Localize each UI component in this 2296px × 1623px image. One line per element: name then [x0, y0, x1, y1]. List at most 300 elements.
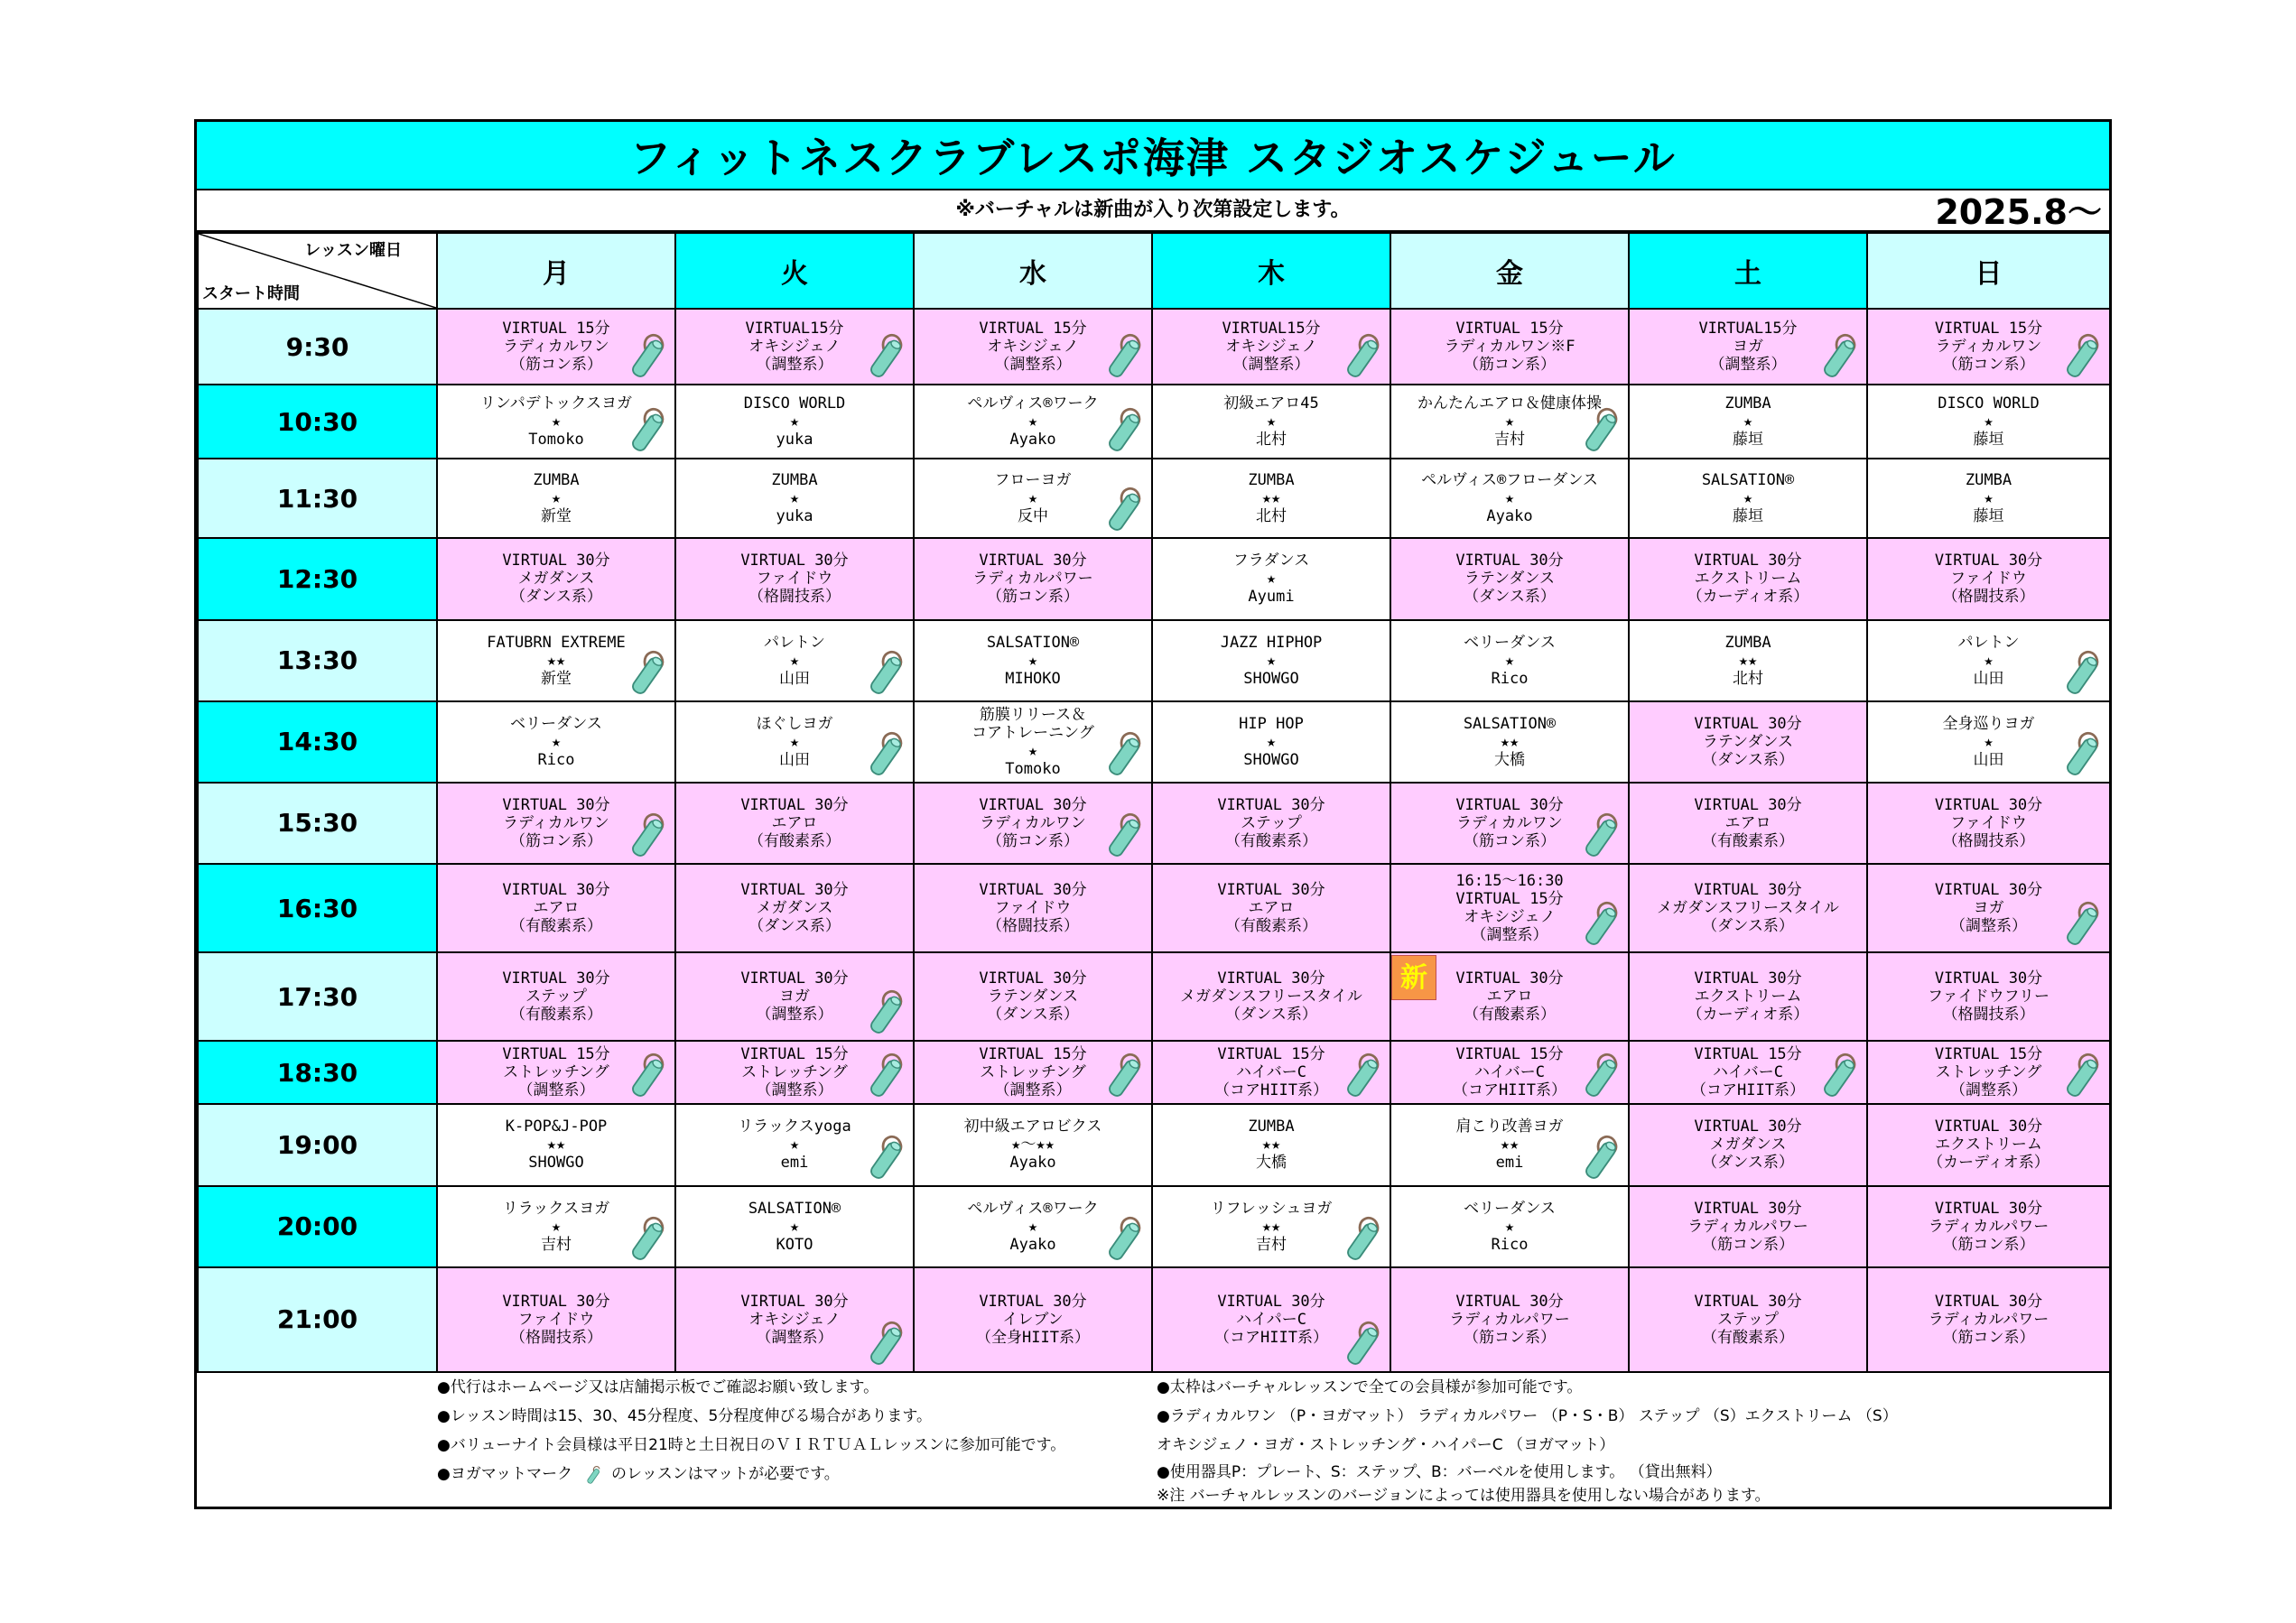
lesson-line: ラディカルワン	[503, 813, 609, 832]
lesson-line-primary: VIRTUAL 30分	[1694, 552, 1802, 570]
footer-note-mat-lessons: オキシジェノ・ヨガ・ストレッチング・ハイパーC （ヨガマット）	[1157, 1436, 1615, 1454]
lesson-line: （コアHIIT系）	[1214, 1081, 1328, 1100]
lesson-cell-sun	[1867, 1041, 2110, 1104]
lesson-line-primary: パレトン	[1957, 633, 2020, 652]
lesson-line-primary: ベリーダンス	[1464, 633, 1556, 652]
lesson-line: 北村	[1733, 669, 1763, 688]
lesson-cell-thu	[1152, 620, 1390, 701]
lesson-cell-mon	[437, 783, 675, 864]
lesson-line-primary: SALSATION®	[1701, 471, 1795, 490]
lesson-line-primary: VIRTUAL 30分	[1934, 1199, 2043, 1218]
yoga-mat-icon	[2055, 329, 2105, 380]
lesson-line: emi	[1495, 1154, 1524, 1173]
yoga-mat-icon	[1097, 728, 1148, 778]
lesson-line: SHOWGO	[1243, 669, 1299, 688]
lesson-line: Tomoko	[528, 431, 584, 450]
lesson-cell-mon	[437, 385, 675, 459]
lesson-line: ファイドウ	[1950, 813, 2027, 832]
lesson-cell-mon	[437, 864, 675, 952]
lesson-line-primary: HIP HOP	[1239, 714, 1304, 733]
lesson-line: SHOWGO	[1243, 750, 1299, 769]
lesson-line: （筋コン系）	[510, 831, 602, 850]
lesson-line: ハイパーC	[1236, 1310, 1306, 1329]
lesson-line: ストレッチング	[503, 1063, 609, 1082]
lesson-line-primary: JAZZ HIPHOP	[1220, 633, 1323, 652]
lesson-line-primary: VIRTUAL15分	[1698, 320, 1798, 339]
schedule-row	[198, 309, 2110, 385]
lesson-cell-tue	[675, 701, 914, 783]
lesson-line: ラディカルワン	[1935, 338, 2042, 357]
yoga-mat-icon	[859, 986, 909, 1036]
lesson-line: Ayako	[1009, 1235, 1056, 1254]
lesson-line: 藤垣	[1973, 431, 2004, 450]
lesson-line: ★	[1266, 651, 1277, 670]
yoga-mat-icon	[1097, 1049, 1148, 1099]
lesson-line-primary: 16:15～16:30	[1455, 872, 1564, 891]
lesson-cell-sat	[1629, 952, 1867, 1041]
lesson-line-primary: VIRTUAL 15分	[502, 320, 610, 339]
lesson-cell-sat	[1629, 1267, 1867, 1372]
lesson-line: ★	[789, 1217, 800, 1236]
lesson-cell-sat	[1629, 538, 1867, 619]
lesson-line-primary: VIRTUAL 30分	[1694, 714, 1802, 733]
lesson-line-primary: VIRTUAL 30分	[1934, 1118, 2043, 1136]
lesson-line-primary: VIRTUAL 15分	[1455, 1045, 1564, 1064]
lesson-line-primary: リンパデトックスヨガ	[479, 394, 633, 413]
lesson-line: （格闘技系）	[987, 917, 1079, 936]
lesson-line-primary: VIRTUAL 30分	[979, 969, 1087, 988]
lesson-line-primary: VIRTUAL 15分	[1694, 1045, 1802, 1064]
lesson-cell-sat	[1629, 1186, 1867, 1267]
lesson-line: （格闘技系）	[1942, 588, 2035, 607]
lesson-line: ラテンダンス	[1702, 732, 1794, 751]
lesson-cell-fri	[1390, 783, 1629, 864]
lesson-line: 山田	[1973, 750, 2004, 769]
lesson-line: エアロ	[1486, 988, 1533, 1006]
lesson-cell-fri	[1390, 620, 1629, 701]
schedule-row	[198, 1186, 2110, 1267]
lesson-cell-sat	[1629, 459, 1867, 538]
schedule-row	[198, 538, 2110, 619]
lesson-cell-thu	[1152, 385, 1390, 459]
lesson-cell-tue	[675, 1104, 914, 1185]
lesson-line-primary: リラックスヨガ	[502, 1199, 610, 1218]
lesson-line: ★	[1984, 651, 1994, 670]
yoga-mat-icon	[1574, 1131, 1624, 1182]
lesson-line-primary: 初級エアロ45	[1223, 394, 1319, 413]
yoga-mat-icon	[1812, 329, 1863, 380]
lesson-line-primary: フラダンス	[1232, 552, 1310, 570]
lesson-line-primary: ベリーダンス	[510, 714, 602, 733]
lesson-cell-sun	[1867, 538, 2110, 619]
lesson-cell-tue	[675, 309, 914, 385]
lesson-line: （有酸素系）	[1702, 831, 1794, 850]
lesson-cell-fri	[1390, 1267, 1629, 1372]
lesson-line: ★	[789, 413, 800, 431]
lesson-cell-mon	[437, 1267, 675, 1372]
yoga-mat-icon	[620, 329, 671, 380]
schedule-row	[198, 783, 2110, 864]
lesson-line: ★	[1743, 413, 1753, 431]
lesson-line-primary: VIRTUAL 30分	[1934, 881, 2043, 900]
lesson-line-primary: VIRTUAL 30分	[1934, 552, 2043, 570]
lesson-line: Ayako	[1009, 431, 1056, 450]
lesson-cell-mon	[437, 701, 675, 783]
lesson-cell-mon	[437, 459, 675, 538]
yoga-mat-icon	[1097, 329, 1148, 380]
lesson-line: ★	[1266, 732, 1277, 751]
lesson-line: （カーディオ系）	[1687, 588, 1809, 607]
lesson-cell-sat	[1629, 1104, 1867, 1185]
lesson-line: ラディカルワン	[1456, 813, 1563, 832]
lesson-line-primary: VIRTUAL 15分	[1934, 1045, 2043, 1064]
yoga-mat-icon	[859, 1131, 909, 1182]
lesson-line: ★	[1027, 651, 1038, 670]
lesson-line: （有酸素系）	[748, 831, 841, 850]
lesson-line: （有酸素系）	[510, 1006, 602, 1025]
lesson-line-primary: VIRTUAL 30分	[1934, 795, 2043, 814]
lesson-line: メガダンス	[756, 899, 833, 918]
lesson-line: 吉村	[1256, 1235, 1287, 1254]
lesson-line: MIHOKO	[1005, 669, 1061, 688]
lesson-line-primary: VIRTUAL 30分	[1694, 1118, 1802, 1136]
lesson-line: （筋コン系）	[1942, 1235, 2035, 1254]
lesson-line: ★★	[1500, 732, 1520, 751]
lesson-cell-mon	[437, 309, 675, 385]
lesson-line: ★	[1504, 489, 1515, 508]
lesson-line: SHOWGO	[528, 1154, 584, 1173]
schedule-table	[197, 232, 2111, 1373]
corner-time-label: スタート時間	[202, 284, 300, 303]
lesson-line: ヨガ	[779, 988, 810, 1006]
day-header-row	[198, 233, 2110, 309]
lesson-line: （有酸素系）	[1702, 1328, 1794, 1347]
lesson-line-primary: DISCO WORLD	[1938, 394, 2040, 413]
lesson-line-primary: VIRTUAL 15分	[502, 1045, 610, 1064]
lesson-line-primary: VIRTUAL 30分	[1694, 1199, 1802, 1218]
lesson-line: ラディカルパワー	[1928, 1217, 2050, 1236]
lesson-cell-thu	[1152, 538, 1390, 619]
lesson-line: yuka	[776, 431, 813, 450]
lesson-line-primary: リラックスyoga	[738, 1118, 851, 1136]
lesson-line: （筋コン系）	[987, 831, 1079, 850]
lesson-line: オキシジェノ	[748, 1310, 841, 1329]
lesson-line: （筋コン系）	[987, 588, 1079, 607]
lesson-cell-sun	[1867, 952, 2110, 1041]
lesson-line: 新堂	[541, 669, 572, 688]
yoga-mat-icon	[2055, 1049, 2105, 1099]
yoga-mat-icon	[620, 403, 671, 454]
schedule-row	[198, 952, 2110, 1041]
yoga-mat-icon	[1812, 1049, 1863, 1099]
lesson-line-primary: ZUMBA	[1724, 394, 1771, 413]
lesson-line-primary: VIRTUAL 30分	[502, 1292, 610, 1311]
lesson-line: （コアHIIT系）	[1214, 1328, 1328, 1347]
lesson-line: ★	[789, 651, 800, 670]
lesson-line: ステップ	[1241, 813, 1302, 832]
yoga-mat-icon	[1335, 329, 1386, 380]
time-slot: 17:30	[198, 952, 437, 1041]
lesson-line-primary: VIRTUAL 15分	[1217, 1045, 1325, 1064]
lesson-line: ラディカルワン	[980, 813, 1086, 832]
schedule-body	[198, 309, 2110, 1372]
yoga-mat-icon	[1574, 809, 1624, 859]
lesson-line: イレブン	[1002, 1310, 1064, 1329]
lesson-line-primary: VIRTUAL 15分	[740, 1045, 849, 1064]
lesson-line-primary: VIRTUAL 15分	[1934, 320, 2043, 339]
corner-cell	[198, 233, 437, 309]
lesson-line: ファイドウ	[1950, 570, 2027, 589]
lesson-line: （ダンス系）	[510, 588, 602, 607]
lesson-line: （カーディオ系）	[1687, 1006, 1809, 1025]
lesson-line: ハイバーC	[1474, 1063, 1545, 1082]
lesson-line: ★★	[546, 1136, 566, 1155]
lesson-line-primary: VIRTUAL 30分	[502, 795, 610, 814]
lesson-cell-fri	[1390, 701, 1629, 783]
lesson-line: （調整系）	[994, 356, 1072, 375]
lesson-cell-fri	[1390, 1186, 1629, 1267]
lesson-line-primary: VIRTUAL 30分	[740, 969, 849, 988]
lesson-cell-wed	[914, 864, 1152, 952]
schedule-row	[198, 1267, 2110, 1372]
lesson-line: （筋コン系）	[1464, 1328, 1556, 1347]
yoga-mat-icon	[1097, 403, 1148, 454]
lesson-cell-fri	[1390, 385, 1629, 459]
lesson-line: 新堂	[541, 507, 572, 526]
day-header-fri: 金	[1390, 233, 1629, 309]
lesson-line: 藤垣	[1973, 507, 2004, 526]
lesson-line: （調整系）	[756, 1328, 833, 1347]
lesson-line: ラディカルパワー	[1928, 1310, 2050, 1329]
schedule-row	[198, 459, 2110, 538]
time-slot: 13:30	[198, 620, 437, 701]
lesson-line: ヨガ	[1973, 899, 2004, 918]
lesson-line: （有酸素系）	[1464, 1006, 1556, 1025]
lesson-cell-wed	[914, 1104, 1152, 1185]
lesson-line-primary: VIRTUAL 30分	[502, 552, 610, 570]
lesson-line: ★	[789, 489, 800, 508]
lesson-cell-tue	[675, 620, 914, 701]
lesson-line: （筋コン系）	[510, 356, 602, 375]
lesson-line: ラディカルワン※F	[1444, 338, 1576, 357]
lesson-cell-sun	[1867, 1267, 2110, 1372]
lesson-line: 大橋	[1494, 750, 1525, 769]
lesson-cell-tue	[675, 783, 914, 864]
lesson-line-primary: DISCO WORLD	[743, 394, 846, 413]
lesson-cell-sun	[1867, 620, 2110, 701]
lesson-line: （ダンス系）	[1702, 750, 1794, 769]
time-slot: 15:30	[198, 783, 437, 864]
lesson-line: オキシジェノ	[748, 338, 841, 357]
yoga-mat-icon	[581, 1463, 603, 1485]
lesson-line: ラディカルワン	[503, 338, 609, 357]
lesson-cell-wed	[914, 538, 1152, 619]
lesson-line: （ダンス系）	[1702, 917, 1794, 936]
lesson-line: KOTO	[776, 1235, 813, 1254]
lesson-cell-sun	[1867, 1186, 2110, 1267]
lesson-line-primary: VIRTUAL 30分	[979, 1292, 1087, 1311]
lesson-line: ラテンダンス	[1464, 570, 1556, 589]
lesson-cell-sun	[1867, 1104, 2110, 1185]
time-slot: 18:30	[198, 1041, 437, 1104]
time-slot: 10:30	[198, 385, 437, 459]
lesson-line: メガダンスフリースタイル	[1180, 988, 1362, 1006]
lesson-line: （調整系）	[756, 1081, 833, 1100]
lesson-line-primary: VIRTUAL 30分	[1217, 795, 1325, 814]
effective-date: 2025.8～	[1935, 192, 2102, 232]
lesson-line-primary: VIRTUAL 30分	[1694, 795, 1802, 814]
lesson-line: エアロ	[1724, 813, 1771, 832]
lesson-line: （調整系）	[1950, 917, 2027, 936]
lesson-line: オキシジェノ	[1464, 908, 1556, 927]
lesson-line: Ayumi	[1248, 588, 1295, 607]
day-header-mon: 月	[437, 233, 675, 309]
yoga-mat-icon	[1097, 809, 1148, 859]
yoga-mat-icon	[1335, 1049, 1386, 1099]
lesson-cell-thu	[1152, 459, 1390, 538]
lesson-line: エアロ	[771, 813, 818, 832]
lesson-line-primary: VIRTUAL 30分	[1217, 1292, 1325, 1311]
lesson-line-primary: SALSATION®	[986, 633, 1080, 652]
schedule-row	[198, 385, 2110, 459]
day-header-thu: 木	[1152, 233, 1390, 309]
lesson-line-primary: VIRTUAL 30分	[979, 881, 1087, 900]
lesson-line-primary: VIRTUAL 30分	[979, 552, 1087, 570]
lesson-line-primary: ペルヴィス®ワーク	[967, 1199, 1099, 1218]
lesson-line: ラディカルパワー	[1687, 1217, 1808, 1236]
lesson-line-primary: リフレッシュヨガ	[1210, 1199, 1333, 1218]
lesson-line-primary: VIRTUAL 30分	[740, 881, 849, 900]
lesson-line-primary: 筋膜リリース＆	[979, 705, 1087, 724]
lesson-line: 反中	[1018, 507, 1048, 526]
lesson-line: Rico	[1491, 669, 1529, 688]
lesson-line: ★	[1504, 651, 1515, 670]
lesson-cell-sat	[1629, 620, 1867, 701]
lesson-line: ハイバーC	[1236, 1063, 1306, 1082]
lesson-cell-wed	[914, 701, 1152, 783]
lesson-line: ★★	[546, 651, 566, 670]
lesson-line-primary: ペルヴィス®ワーク	[967, 394, 1099, 413]
lesson-cell-mon	[437, 1186, 675, 1267]
lesson-line: ラディカルパワー	[1449, 1310, 1570, 1329]
lesson-cell-sun	[1867, 783, 2110, 864]
page-title: フィットネスクラブレスポ海津 スタジオスケジュール	[629, 134, 1677, 182]
lesson-cell-thu	[1152, 701, 1390, 783]
lesson-line-primary: ZUMBA	[771, 471, 818, 490]
time-slot: 16:30	[198, 864, 437, 952]
schedule-row	[198, 620, 2110, 701]
lesson-line: 山田	[1973, 669, 2004, 688]
lesson-line: Rico	[537, 750, 575, 769]
lesson-line: （筋コン系）	[1942, 356, 2035, 375]
lesson-line: ★	[1266, 413, 1277, 431]
lesson-cell-fri	[1390, 538, 1629, 619]
lesson-cell-tue	[675, 385, 914, 459]
lesson-cell-mon	[437, 620, 675, 701]
lesson-cell-mon	[437, 1104, 675, 1185]
schedule-row	[198, 701, 2110, 783]
lesson-line-primary: FATUBRN EXTREME	[487, 633, 626, 652]
lesson-line: （筋コン系）	[1464, 831, 1556, 850]
lesson-line: ステップ	[1717, 1310, 1779, 1329]
lesson-cell-tue	[675, 952, 914, 1041]
lesson-line: （ダンス系）	[1225, 1006, 1317, 1025]
lesson-line-primary: VIRTUAL 30分	[1217, 881, 1325, 900]
lesson-cell-fri	[1390, 459, 1629, 538]
lesson-cell-sun	[1867, 864, 2110, 952]
lesson-line-primary: フローヨガ	[994, 471, 1072, 490]
footer-note-mat	[437, 1463, 840, 1485]
lesson-line: （ダンス系）	[987, 1006, 1079, 1025]
lesson-line: （格闘技系）	[748, 588, 841, 607]
footer-note-version-caveat: ※注 バーチャルレッスンのバージョンによっては使用器具を使用しない場合があります。	[1157, 1487, 1771, 1505]
schedule-row	[198, 1041, 2110, 1104]
lesson-line: emi	[780, 1154, 809, 1173]
lesson-line: ★★	[1261, 1136, 1281, 1155]
lesson-line-primary: SALSATION®	[1463, 714, 1557, 733]
lesson-line: （有酸素系）	[1225, 831, 1317, 850]
subtitle-bar	[197, 190, 2109, 232]
lesson-line: ★	[1984, 732, 1994, 751]
lesson-cell-wed	[914, 459, 1152, 538]
lesson-line: ★～★★	[1011, 1136, 1055, 1155]
lesson-line: ★	[1027, 1217, 1038, 1236]
virtual-notice: ※バーチャルは新曲が入り次第設定します。	[955, 199, 1351, 221]
lesson-line-primary: VIRTUAL 30分	[502, 969, 610, 988]
lesson-line: ステップ	[525, 988, 587, 1006]
lesson-line: ファイドウフリー	[1928, 988, 2050, 1006]
time-slot: 14:30	[198, 701, 437, 783]
lesson-cell-sat	[1629, 309, 1867, 385]
lesson-line-primary: VIRTUAL 30分	[1217, 969, 1325, 988]
lesson-line: メガダンスフリースタイル	[1657, 899, 1839, 918]
lesson-line: Ayako	[1486, 507, 1533, 526]
day-header-tue: 火	[675, 233, 914, 309]
yoga-mat-icon	[2055, 646, 2105, 697]
lesson-line: ★	[1984, 489, 1994, 508]
lesson-cell-fri	[1390, 864, 1629, 952]
time-slot: 9:30	[198, 309, 437, 385]
lesson-cell-tue	[675, 864, 914, 952]
lesson-line: ラテンダンス	[987, 988, 1079, 1006]
yoga-mat-icon	[1574, 403, 1624, 454]
lesson-line-primary: VIRTUAL 30分	[1455, 1292, 1564, 1311]
schedule-sheet	[194, 119, 2112, 1509]
lesson-line: エアロ	[1248, 899, 1295, 918]
lesson-cell-sun	[1867, 309, 2110, 385]
lesson-line: エクストリーム	[1935, 1136, 2042, 1155]
lesson-line: ★	[551, 489, 562, 508]
lesson-line: 藤垣	[1733, 431, 1763, 450]
lesson-line: 山田	[779, 750, 810, 769]
lesson-line-primary: VIRTUAL15分	[1222, 320, 1321, 339]
lesson-line-primary: ZUMBA	[1248, 1118, 1295, 1136]
lesson-line: メガダンス	[1709, 1136, 1787, 1155]
footer-note-thick-frame: ●太枠はバーチャルレッスンで全ての会員様が参加可能です。	[1157, 1378, 1583, 1396]
lesson-cell-wed	[914, 309, 1152, 385]
lesson-line-primary: パレトン	[764, 633, 825, 652]
yoga-mat-icon	[1335, 1212, 1386, 1263]
lesson-line: 藤垣	[1733, 507, 1763, 526]
lesson-line-primary: VIRTUAL 30分	[1455, 969, 1564, 988]
time-slot: 11:30	[198, 459, 437, 538]
lesson-line: エアロ	[533, 899, 580, 918]
lesson-line: ファイドウ	[517, 1310, 595, 1329]
lesson-line: （ダンス系）	[748, 917, 841, 936]
lesson-line: 北村	[1256, 507, 1287, 526]
lesson-line-primary: VIRTUAL 15分	[1455, 320, 1564, 339]
mat-note-prefix: ●ヨガマットマーク	[437, 1465, 573, 1483]
